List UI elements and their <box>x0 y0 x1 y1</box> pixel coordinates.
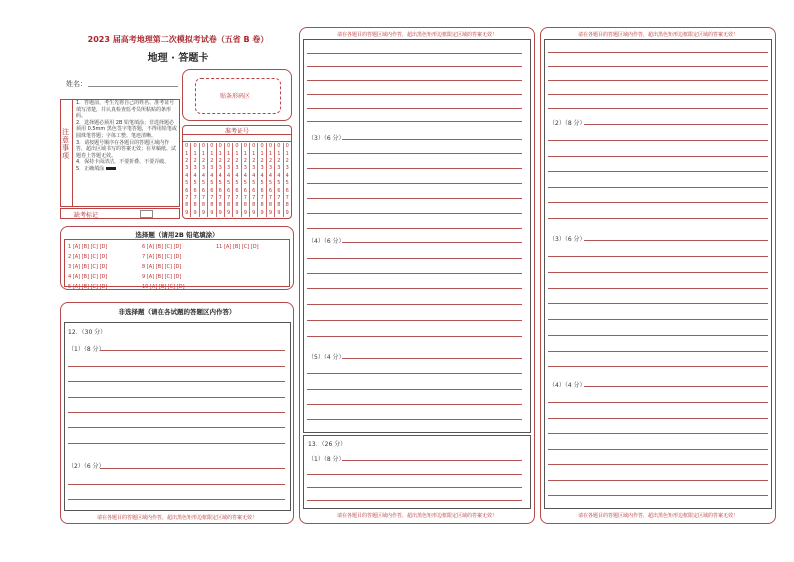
exam-digit-bubble[interactable]: 1 <box>224 150 232 157</box>
exam-digit-bubble[interactable]: 8 <box>224 202 232 209</box>
name-field[interactable] <box>88 86 178 87</box>
exam-digit-bubble[interactable]: 3 <box>266 165 274 172</box>
exam-digit-bubble[interactable]: 3 <box>191 165 199 172</box>
absent-checkbox[interactable] <box>140 210 153 218</box>
choice-q11[interactable]: 11 [A] [B] [C] [D] <box>216 244 259 250</box>
col3-answer-line[interactable] <box>548 108 768 109</box>
exam-number-label: 准考证号 <box>224 128 249 135</box>
q12-answer-line[interactable] <box>68 381 285 382</box>
q12-answer-line[interactable] <box>68 412 285 413</box>
exam-digit-bubble[interactable]: 7 <box>216 195 224 202</box>
col3-answer-line[interactable] <box>548 495 768 496</box>
exam-digit-bubble[interactable]: 7 <box>233 195 241 202</box>
warning-col3-bottom: 请在各题目的答题区域内作答，超出黑色矩形边框限定区域的答案无效！ <box>577 513 738 519</box>
exam-digit-bubble[interactable]: 1 <box>275 150 283 157</box>
notes-title: 注意事项 <box>62 128 69 160</box>
choice-group-2[interactable] <box>142 242 185 292</box>
exam-digit-bubble[interactable]: 5 <box>191 180 199 187</box>
exam-digit-bubble[interactable]: 4 <box>283 173 291 180</box>
exam-digit-bubble[interactable]: 3 <box>208 165 216 172</box>
exam-digit-bubble[interactable]: 7 <box>191 195 199 202</box>
col2-answer-line[interactable] <box>307 304 522 305</box>
exam-digit-bubble[interactable]: 4 <box>216 173 224 180</box>
q12-label: 12．（30 分） <box>68 329 107 336</box>
exam-digit-bubble[interactable]: 0 <box>224 143 232 150</box>
exam-digit-bubble[interactable]: 0 <box>258 143 266 150</box>
col2-answer-line[interactable] <box>307 404 522 405</box>
exam-digit-bubble[interactable]: 1 <box>208 150 216 157</box>
col3-answer-line[interactable] <box>548 288 768 289</box>
exam-digit-bubble[interactable]: 8 <box>216 202 224 209</box>
exam-digit-bubble[interactable]: 5 <box>266 180 274 187</box>
exam-digit-bubble[interactable]: 4 <box>208 173 216 180</box>
col2-answer-line[interactable] <box>307 373 522 374</box>
exam-digit-bubble[interactable]: 1 <box>199 150 207 157</box>
barcode-area <box>182 69 292 121</box>
q13-cont-frame <box>544 39 772 509</box>
col2-answer-line[interactable] <box>307 121 522 122</box>
col2-answer-line[interactable] <box>307 419 522 420</box>
exam-digit-bubble[interactable]: 7 <box>266 195 274 202</box>
col3-answer-line[interactable] <box>584 386 768 387</box>
exam-digit-bubble[interactable]: 7 <box>250 195 258 202</box>
card-title: 地理 · 答题卡 <box>147 53 209 64</box>
exam-digit-bubble[interactable]: 3 <box>185 165 189 172</box>
q12-answer-line[interactable] <box>68 397 285 398</box>
exam-digit-bubble[interactable]: 9 <box>185 209 189 216</box>
col3-answer-line[interactable] <box>548 464 768 465</box>
col3-answer-line[interactable] <box>548 351 768 352</box>
exam-digit-bubble[interactable]: 4 <box>199 173 207 180</box>
q13-4-label: （4）（4 分） <box>549 382 586 389</box>
exam-digit-bubble[interactable]: 2 <box>258 158 266 165</box>
exam-digit-bubble[interactable]: 3 <box>199 165 207 172</box>
col3-answer-line[interactable] <box>548 418 768 419</box>
exam-digit-bubble[interactable]: 2 <box>241 158 249 165</box>
exam-digit-bubble[interactable]: 3 <box>233 165 241 172</box>
exam-digit-bubble[interactable]: 0 <box>250 143 258 150</box>
choice-q3[interactable]: 3 [A] [B] [C] [D] <box>68 264 108 270</box>
filled-mark-sample <box>106 167 116 170</box>
col3-answer-line[interactable] <box>548 171 768 172</box>
choice-q1[interactable]: 1 [A] [B] [C] [D] <box>68 244 108 250</box>
q12-answer-line[interactable] <box>68 366 285 367</box>
absent-label: 缺考标记 <box>74 212 99 219</box>
exam-digit-bubble[interactable]: 6 <box>208 187 216 194</box>
exam-digit-bubble[interactable]: 0 <box>283 143 291 150</box>
exam-digit-bubble[interactable]: 6 <box>185 187 189 194</box>
q12-3-label: （3）（6 分） <box>308 135 345 142</box>
exam-number-bubbles[interactable] <box>183 143 291 217</box>
q13-2-label: （2）（8 分） <box>549 120 586 127</box>
exam-digit-bubble[interactable]: 4 <box>258 173 266 180</box>
exam-digit-bubble[interactable]: 3 <box>241 165 249 172</box>
col2-answer-line[interactable] <box>307 198 522 199</box>
exam-digit-bubble[interactable]: 1 <box>233 150 241 157</box>
exam-digit-bubble[interactable]: 6 <box>283 187 291 194</box>
col2-answer-line[interactable] <box>342 242 522 243</box>
exam-digit-bubble[interactable]: 4 <box>233 173 241 180</box>
barcode-label: 贴条形码区 <box>220 93 251 100</box>
exam-digit-bubble[interactable]: 9 <box>258 210 266 217</box>
choice-group-3[interactable] <box>216 242 259 252</box>
exam-digit-bubble[interactable]: 2 <box>283 158 291 165</box>
q12-answer-line[interactable] <box>68 484 285 485</box>
exam-digit-bubble[interactable]: 8 <box>233 202 241 209</box>
col3-answer-line[interactable] <box>548 66 768 67</box>
exam-digit-bubble[interactable]: 1 <box>283 150 291 157</box>
col3-answer-line[interactable] <box>584 124 768 125</box>
col2-answer-line[interactable] <box>342 358 522 359</box>
col2-answer-line[interactable] <box>307 80 522 81</box>
choice-q9[interactable]: 9 [A] [B] [C] [D] <box>142 274 182 280</box>
exam-digit-bubble[interactable]: 2 <box>275 158 283 165</box>
exam-digit-bubble[interactable]: 6 <box>191 187 199 194</box>
exam-digit-bubble[interactable]: 5 <box>241 180 249 187</box>
exam-digit-bubble[interactable]: 2 <box>266 158 274 165</box>
exam-digit-bubble[interactable]: 0 <box>275 143 283 150</box>
q13-answer-line[interactable] <box>307 487 522 488</box>
exam-digit-bubble[interactable]: 1 <box>216 150 224 157</box>
col3-answer-line[interactable] <box>584 240 768 241</box>
choice-q8[interactable]: 8 [A] [B] [C] [D] <box>142 264 182 270</box>
exam-digit-bubble[interactable]: 4 <box>250 173 258 180</box>
exam-digit-bubble[interactable]: 9 <box>199 210 207 217</box>
note-4: 4．保持卡面清洁，不要折叠、不要弄破。 <box>76 159 170 166</box>
exam-digit-bubble[interactable]: 2 <box>199 158 207 165</box>
exam-digit-bubble[interactable]: 6 <box>216 187 224 194</box>
choice-q6[interactable]: 6 [A] [B] [C] [D] <box>142 244 182 250</box>
q12-answer-line[interactable] <box>68 443 285 444</box>
q12-answer-line[interactable] <box>100 350 285 351</box>
exam-digit-bubble[interactable]: 9 <box>266 210 274 217</box>
col2-answer-line[interactable] <box>307 108 522 109</box>
exam-digit-bubble[interactable]: 1 <box>191 150 199 157</box>
exam-digit-bubble[interactable]: 6 <box>258 187 266 194</box>
q12-4-label: （4）（6 分） <box>308 238 345 245</box>
exam-digit-bubble[interactable]: 1 <box>185 150 189 157</box>
col3-answer-line[interactable] <box>548 366 768 367</box>
exam-digit-bubble[interactable]: 9 <box>275 210 283 217</box>
col3-answer-line[interactable] <box>548 80 768 81</box>
col3-answer-line[interactable] <box>548 449 768 450</box>
exam-digit-bubble[interactable]: 9 <box>224 210 232 217</box>
note-3: 3．请按题号顺序在各题目的答题区域内作答，超出区域书写的答案无效；在草稿纸、试题卷上答题无效。 <box>76 139 177 159</box>
exam-digit-bubble[interactable]: 5 <box>283 180 291 187</box>
exam-digit-bubble[interactable]: 6 <box>224 187 232 194</box>
col2-answer-line[interactable] <box>307 53 522 54</box>
exam-digit-bubble[interactable]: 8 <box>208 202 216 209</box>
exam-digit-bubble[interactable]: 2 <box>185 157 189 164</box>
exam-digit-bubble[interactable]: 7 <box>185 194 189 201</box>
exam-digit-bubble[interactable]: 8 <box>258 202 266 209</box>
col3-answer-line[interactable] <box>548 140 768 141</box>
choice-title: 选择题（请用2B 铅笔填涂） <box>135 231 219 239</box>
col3-answer-line[interactable] <box>548 94 768 95</box>
q12-1-label: （1）（8 分） <box>68 346 105 353</box>
exam-digit-bubble[interactable]: 8 <box>283 202 291 209</box>
q12-answer-line[interactable] <box>68 427 285 428</box>
col2-answer-line[interactable] <box>307 320 522 321</box>
note-2: 2．选择题必须用 2B 铅笔填涂；非选择题必须用 0.5mm 黑色签字笔答题，不得用铅笔或圆珠笔答题；字体工整、笔迹清晰。 <box>76 119 177 139</box>
exam-digit-bubble[interactable]: 2 <box>208 158 216 165</box>
q13-3-label: （3）（6 分） <box>549 236 586 243</box>
exam-digit-bubble[interactable]: 4 <box>266 173 274 180</box>
exam-digit-bubble[interactable]: 9 <box>216 210 224 217</box>
q13-answer-line[interactable] <box>307 474 522 475</box>
exam-digit-bubble[interactable]: 6 <box>199 187 207 194</box>
exam-digit-bubble[interactable]: 9 <box>283 210 291 217</box>
exam-digit-bubble[interactable]: 9 <box>233 210 241 217</box>
col2-answer-line[interactable] <box>307 66 522 67</box>
exam-digit-bubble[interactable]: 5 <box>250 180 258 187</box>
exam-digit-bubble[interactable]: 9 <box>241 210 249 217</box>
col2-answer-line[interactable] <box>307 213 522 214</box>
choice-q10[interactable]: 10 [A] [B] [C] [D] <box>142 284 185 290</box>
exam-digit-bubble[interactable]: 8 <box>199 202 207 209</box>
q12-answer-line[interactable] <box>100 468 285 469</box>
col3-answer-line[interactable] <box>548 433 768 434</box>
exam-digit-bubble[interactable]: 3 <box>258 165 266 172</box>
exam-digit-bubble[interactable]: 5 <box>275 180 283 187</box>
note-5: 5．正确填涂 <box>76 166 178 173</box>
exam-digit-bubble[interactable]: 9 <box>191 210 199 217</box>
exam-digit-bubble[interactable]: 3 <box>216 165 224 172</box>
nonchoice-title: 非选择题（请在各试题的答题区内作答） <box>118 308 236 316</box>
exam-digit-bubble[interactable]: 3 <box>275 165 283 172</box>
warning-col2-top: 请在各题目的答题区域内作答，超出黑色矩形边框限定区域的答案无效！ <box>336 32 497 38</box>
col2-answer-line[interactable] <box>307 168 522 169</box>
exam-digit-bubble[interactable]: 6 <box>275 187 283 194</box>
exam-digit-bubble[interactable]: 0 <box>199 143 207 150</box>
warning-col3-top: 请在各题目的答题区域内作答，超出黑色矩形边框限定区域的答案无效！ <box>577 32 738 38</box>
exam-digit-bubble[interactable]: 7 <box>199 195 207 202</box>
exam-digit-bubble[interactable]: 5 <box>208 180 216 187</box>
col3-answer-line[interactable] <box>548 319 768 320</box>
exam-digit-bubble[interactable]: 6 <box>266 187 274 194</box>
exam-digit-bubble[interactable]: 1 <box>266 150 274 157</box>
exam-digit-bubble[interactable]: 5 <box>233 180 241 187</box>
col3-answer-line[interactable] <box>548 156 768 157</box>
exam-digit-bubble[interactable]: 3 <box>224 165 232 172</box>
notes-list <box>76 100 178 173</box>
exam-digit-bubble[interactable]: 4 <box>241 173 249 180</box>
choice-q4[interactable]: 4 [A] [B] [C] [D] <box>68 274 108 280</box>
exam-digit-bubble[interactable]: 0 <box>266 143 274 150</box>
exam-digit-bubble[interactable]: 7 <box>241 195 249 202</box>
q12-5-label: （5）（4 分） <box>308 354 345 361</box>
q12-2-label: （2）（6 分） <box>68 463 105 470</box>
exam-digit-bubble[interactable]: 6 <box>250 187 258 194</box>
exam-digit-bubble[interactable]: 8 <box>250 202 258 209</box>
q13-answer-line[interactable] <box>342 460 522 461</box>
exam-digit-bubble[interactable]: 8 <box>191 202 199 209</box>
col2-answer-line[interactable] <box>307 228 522 229</box>
exam-digit-bubble[interactable]: 0 <box>191 143 199 150</box>
choice-q2[interactable]: 2 [A] [B] [C] [D] <box>68 254 108 260</box>
col3-answer-line[interactable] <box>548 187 768 188</box>
exam-digit-bubble[interactable]: 9 <box>250 210 258 217</box>
warning-col2-bottom: 请在各题目的答题区域内作答，超出黑色矩形边框限定区域的答案无效！ <box>336 513 497 519</box>
exam-digit-bubble[interactable]: 5 <box>199 180 207 187</box>
exam-digit-bubble[interactable]: 3 <box>250 165 258 172</box>
exam-digit-bubble[interactable]: 4 <box>191 173 199 180</box>
exam-digit-bubble[interactable]: 0 <box>233 143 241 150</box>
exam-digit-bubble[interactable]: 1 <box>241 150 249 157</box>
exam-digit-bubble[interactable]: 6 <box>233 187 241 194</box>
q13-label: 13．（26 分） <box>308 441 347 448</box>
exam-digit-bubble[interactable]: 8 <box>266 202 274 209</box>
exam-digit-bubble[interactable]: 7 <box>283 195 291 202</box>
exam-digit-bubble[interactable]: 1 <box>258 150 266 157</box>
exam-digit-bubble[interactable]: 4 <box>224 173 232 180</box>
exam-digit-bubble[interactable]: 7 <box>224 195 232 202</box>
q13-1-label: （1）（8 分） <box>308 456 345 463</box>
exam-digit-bubble[interactable]: 3 <box>283 165 291 172</box>
exam-digit-bubble[interactable]: 0 <box>208 143 216 150</box>
col3-answer-line[interactable] <box>548 218 768 219</box>
col2-answer-line[interactable] <box>307 389 522 390</box>
exam-digit-bubble[interactable]: 2 <box>216 158 224 165</box>
exam-digit-bubble[interactable]: 2 <box>233 158 241 165</box>
col2-answer-line[interactable] <box>307 273 522 274</box>
exam-digit-bubble[interactable]: 2 <box>224 158 232 165</box>
q12-answer-line[interactable] <box>68 499 285 500</box>
exam-digit-bubble[interactable]: 8 <box>241 202 249 209</box>
warning-col1: 请在各题目的答题区域内作答，超出黑色矩形边框限定区域的答案无效！ <box>96 515 257 521</box>
exam-digit-bubble[interactable]: 9 <box>208 210 216 217</box>
col2-answer-line[interactable] <box>342 139 522 140</box>
exam-digit-bubble[interactable]: 2 <box>191 158 199 165</box>
col3-answer-line[interactable] <box>548 480 768 481</box>
exam-digit-bubble[interactable]: 8 <box>185 202 189 209</box>
exam-digit-bubble[interactable]: 5 <box>185 180 189 187</box>
exam-digit-bubble[interactable]: 5 <box>216 180 224 187</box>
exam-digit-bubble[interactable]: 5 <box>224 180 232 187</box>
exam-title: 2023 届高考地理第二次模拟考试卷（五省 B 卷） <box>87 35 269 44</box>
exam-digit-bubble[interactable]: 0 <box>185 143 189 150</box>
exam-digit-bubble[interactable]: 7 <box>275 195 283 202</box>
exam-digit-bubble[interactable]: 2 <box>250 158 258 165</box>
col2-answer-line[interactable] <box>307 336 522 337</box>
note-1: 1．答题前，考生先将自己的姓名、准考证号填写清楚，并认真检查监考员所粘贴的条形码。 <box>76 100 175 120</box>
exam-digit-bubble[interactable]: 4 <box>185 172 189 179</box>
col3-answer-line[interactable] <box>548 303 768 304</box>
col3-answer-line[interactable] <box>548 335 768 336</box>
name-label: 姓名： <box>66 80 87 88</box>
exam-digit-bubble[interactable]: 0 <box>241 143 249 150</box>
q13-answer-line[interactable] <box>307 500 522 501</box>
exam-digit-bubble[interactable]: 6 <box>241 187 249 194</box>
exam-digit-bubble[interactable]: 7 <box>208 195 216 202</box>
exam-digit-bubble[interactable]: 8 <box>275 202 283 209</box>
col2-answer-line[interactable] <box>307 183 522 184</box>
exam-digit-bubble[interactable]: 0 <box>216 143 224 150</box>
choice-q5[interactable]: 5 [A] [B] [C] [D] <box>68 284 108 290</box>
col2-answer-line[interactable] <box>307 153 522 154</box>
col3-answer-line[interactable] <box>548 402 768 403</box>
col3-answer-line[interactable] <box>548 272 768 273</box>
col3-answer-line[interactable] <box>548 202 768 203</box>
choice-q7[interactable]: 7 [A] [B] [C] [D] <box>142 254 182 260</box>
notes-divider <box>72 99 73 207</box>
exam-digit-bubble[interactable]: 4 <box>275 173 283 180</box>
choice-group-1[interactable] <box>68 242 107 292</box>
exam-digit-bubble[interactable]: 1 <box>250 150 258 157</box>
col3-answer-line[interactable] <box>548 52 768 53</box>
exam-digit-bubble[interactable]: 7 <box>258 195 266 202</box>
col2-answer-line[interactable] <box>307 94 522 95</box>
col2-answer-line[interactable] <box>307 288 522 289</box>
col3-answer-line[interactable] <box>548 256 768 257</box>
col2-answer-line[interactable] <box>307 258 522 259</box>
exam-digit-bubble[interactable]: 5 <box>258 180 266 187</box>
